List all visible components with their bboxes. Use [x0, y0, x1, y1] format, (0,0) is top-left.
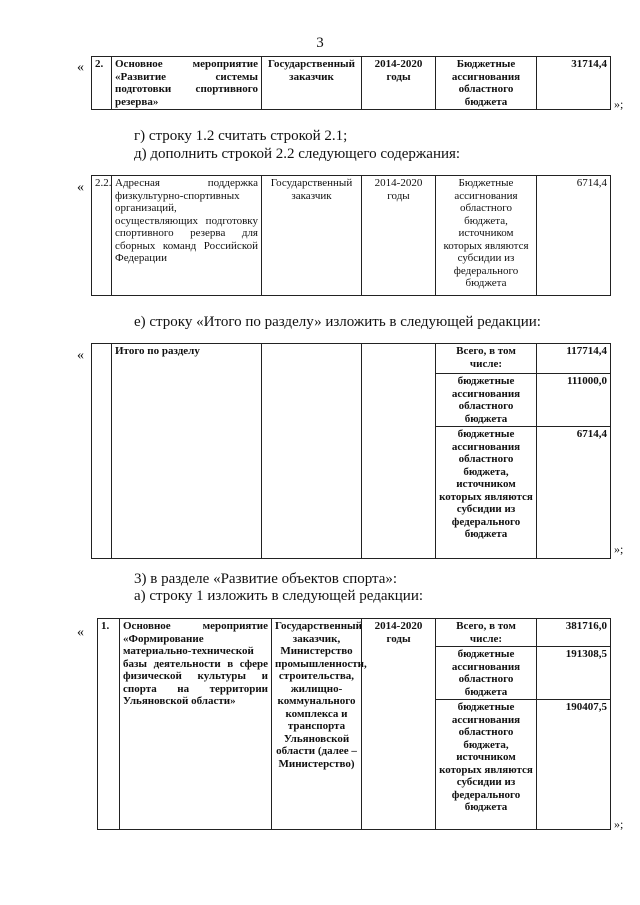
paragraph-3: 3) в разделе «Развитие объектов спорта»: [134, 571, 398, 587]
measure-name: Основное мероприятие «Развитие системы подготовки спортивного резерва» [112, 57, 262, 110]
amount: 111000,0 [537, 374, 611, 427]
funding-source: Бюджетные ассигнования областного бюджета, источником которых являются субсидии из федерального бюджета [436, 176, 537, 296]
paragraph-d: д) дополнить строкой 2.2 следующего содержания: [134, 146, 461, 162]
close-quote: »; [614, 542, 624, 556]
paragraph-e: е) строку «Итого по разделу» изложить в следующей редакции: [134, 314, 541, 330]
amount: 6714,4 [537, 176, 611, 296]
period: 2014-2020 годы [362, 619, 436, 830]
table-row-1 [97, 618, 611, 830]
table-row-2 [91, 56, 611, 110]
period: 2014-2020 годы [362, 57, 436, 110]
funding-source: бюджетные ассигнования областного бюджета, источником которых являются субсидии из федерального бюджета [436, 427, 537, 559]
total-label: Итого по разделу [112, 344, 262, 559]
page-number: 3 [316, 35, 324, 51]
amount: 381716,0 [537, 619, 611, 647]
executor: Государственный заказчик [262, 57, 362, 110]
open-quote: « [77, 348, 84, 363]
executor: Государственный заказчик [262, 176, 362, 296]
funding-source: бюджетные ассигнования областного бюджета, источником которых являются субсидии из федерального бюджета [436, 700, 537, 830]
amount: 190407,5 [537, 700, 611, 830]
row-number: 2. [92, 57, 112, 110]
row-number: 2.2. [92, 176, 112, 296]
table-section-total [91, 343, 611, 559]
row-number: 1. [98, 619, 120, 830]
funding-source: Всего, в том числе: [436, 619, 537, 647]
period: 2014-2020 годы [362, 176, 436, 296]
table-row-2-2 [91, 175, 611, 296]
amount: 6714,4 [537, 427, 611, 559]
amount: 31714,4 [537, 57, 611, 110]
measure-name: Адресная поддержка физкультурно-спортивных организаций, осуществляющих подготовку спортивного резерва для сборных команд Российской Федерации [112, 176, 262, 296]
amount: 191308,5 [537, 647, 611, 700]
open-quote: « [77, 625, 84, 640]
measure-name: Основное мероприятие «Формирование материально-технической базы деятельности в сфере физической культуры и спорта на территории Ульяновской области» [120, 619, 272, 830]
funding-source: бюджетные ассигнования областного бюджета [436, 374, 537, 427]
funding-source: бюджетные ассигнования областного бюджета [436, 647, 537, 700]
open-quote: « [77, 180, 84, 195]
executor: Государственный заказчик, Министерство промышленности, строительства, жилищно-коммунального комплекса и транспорта Ульяновской области (далее – Министерство) [272, 619, 362, 830]
close-quote: »; [614, 817, 624, 831]
close-quote: »; [614, 97, 624, 111]
amount: 117714,4 [537, 344, 611, 374]
funding-source: Всего, в том числе: [436, 344, 537, 374]
paragraph-a: а) строку 1 изложить в следующей редакции: [134, 588, 424, 604]
paragraph-g: г) строку 1.2 считать строкой 2.1; [134, 128, 348, 144]
funding-source: Бюджетные ассигнования областного бюджета [436, 57, 537, 110]
open-quote: « [77, 60, 84, 75]
